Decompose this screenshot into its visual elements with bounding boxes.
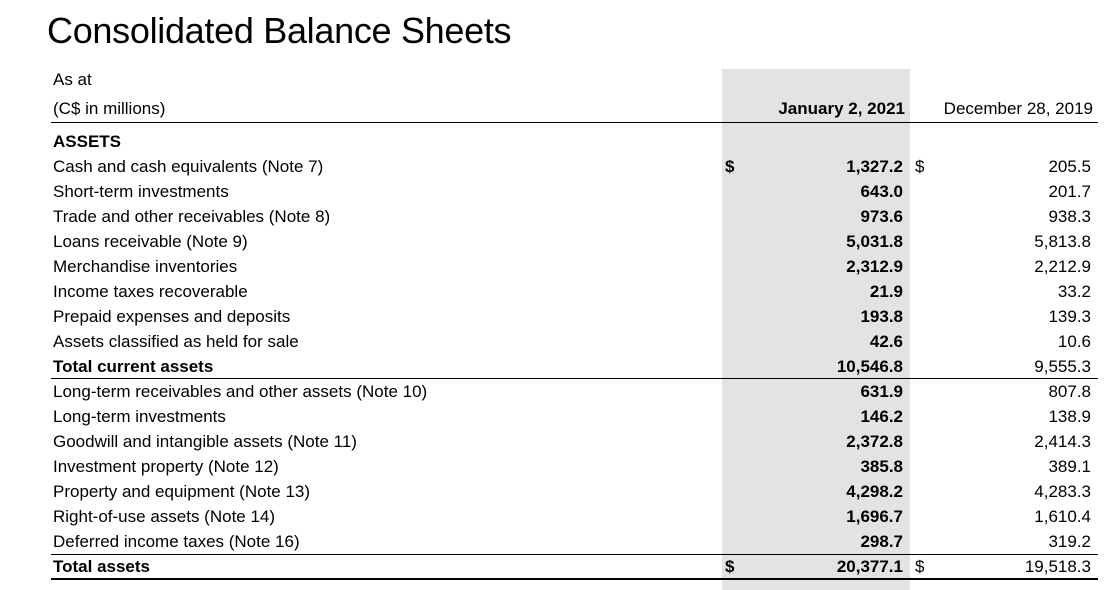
value-prior: 10.6: [1057, 332, 1091, 351]
table-row: [0, 204, 1116, 229]
table-row: [0, 279, 1116, 304]
row-label: Merchandise inventories: [53, 257, 238, 276]
column-header-prior: December 28, 2019: [943, 99, 1093, 118]
units-label: (C$ in millions): [53, 99, 166, 118]
value-current: 2,372.8: [846, 432, 903, 451]
value-prior: 9,555.3: [1034, 357, 1091, 376]
value-current: 5,031.8: [846, 232, 903, 251]
row-label: Income taxes recoverable: [53, 282, 248, 301]
value-current: 973.6: [860, 207, 903, 226]
row-label: Long-term investments: [53, 407, 226, 426]
table-row: [0, 454, 1116, 479]
value-current: 2,312.9: [846, 257, 903, 276]
value-prior: 319.2: [1048, 532, 1091, 551]
currency-symbol-prior: $: [915, 157, 925, 176]
row-label: Loans receivable (Note 9): [53, 232, 248, 251]
table-row: [0, 554, 1116, 579]
value-prior: 205.5: [1048, 157, 1091, 176]
value-current: 21.9: [869, 282, 903, 301]
value-prior: 807.8: [1048, 382, 1091, 401]
value-prior: 4,283.3: [1034, 482, 1091, 501]
value-prior: 201.7: [1048, 182, 1091, 201]
value-current: 643.0: [860, 182, 903, 201]
table-row: [0, 329, 1116, 354]
row-label: Short-term investments: [53, 182, 229, 201]
table-row: [0, 254, 1116, 279]
row-label: Prepaid expenses and deposits: [53, 307, 291, 326]
value-current: 631.9: [860, 382, 903, 401]
row-label: Assets classified as held for sale: [53, 332, 299, 351]
table-row: [0, 429, 1116, 454]
value-current: 1,696.7: [846, 507, 903, 526]
page-title: Consolidated Balance Sheets: [47, 10, 512, 51]
value-current: 10,546.8: [836, 357, 903, 376]
row-label: Total assets: [53, 557, 151, 576]
table-row: [0, 504, 1116, 529]
value-prior: 2,414.3: [1034, 432, 1091, 451]
row-label: Cash and cash equivalents (Note 7): [53, 157, 324, 176]
table-row: [0, 154, 1116, 179]
table-row: [0, 304, 1116, 329]
section-heading: ASSETS: [53, 132, 122, 151]
value-current: 298.7: [860, 532, 903, 551]
total-assets-top-rule: [51, 554, 1098, 555]
row-label: Trade and other receivables (Note 8): [53, 207, 331, 226]
value-prior: 19,518.3: [1024, 557, 1091, 576]
currency-symbol-prior: $: [915, 557, 925, 576]
total-current-assets-divider: [51, 378, 1098, 379]
header-divider: [51, 122, 1098, 123]
row-label: Investment property (Note 12): [53, 457, 279, 476]
column-header-current: January 2, 2021: [778, 99, 905, 118]
row-label: Long-term receivables and other assets (Note 10): [53, 382, 428, 401]
value-current: 20,377.1: [836, 557, 903, 576]
value-current: 193.8: [860, 307, 903, 326]
value-current: 1,327.2: [846, 157, 903, 176]
table-row: [0, 379, 1116, 404]
table-row: [0, 354, 1116, 379]
value-prior: 2,212.9: [1034, 257, 1091, 276]
value-current: 42.6: [869, 332, 903, 351]
value-current: 4,298.2: [846, 482, 903, 501]
currency-symbol-current: $: [725, 157, 735, 176]
total-assets-bottom-rule: [51, 578, 1098, 580]
currency-symbol-current: $: [725, 557, 735, 576]
value-prior: 1,610.4: [1034, 507, 1091, 526]
row-label: Deferred income taxes (Note 16): [53, 532, 300, 551]
value-prior: 389.1: [1048, 457, 1091, 476]
table-row: [0, 479, 1116, 504]
value-current: 146.2: [860, 407, 903, 426]
row-label: Property and equipment (Note 13): [53, 482, 311, 501]
value-prior: 138.9: [1048, 407, 1091, 426]
value-prior: 139.3: [1048, 307, 1091, 326]
value-prior: 33.2: [1057, 282, 1091, 301]
table-row: [0, 179, 1116, 204]
table-row: [0, 404, 1116, 429]
as-at-label: As at: [53, 70, 92, 89]
value-prior: 5,813.8: [1034, 232, 1091, 251]
row-label: Goodwill and intangible assets (Note 11): [53, 432, 357, 451]
value-prior: 938.3: [1048, 207, 1091, 226]
table-row: [0, 229, 1116, 254]
row-label: Right-of-use assets (Note 14): [53, 507, 276, 526]
section-heading-row: [0, 129, 1116, 154]
table-row: [0, 529, 1116, 554]
row-label: Total current assets: [53, 357, 214, 376]
value-current: 385.8: [860, 457, 903, 476]
